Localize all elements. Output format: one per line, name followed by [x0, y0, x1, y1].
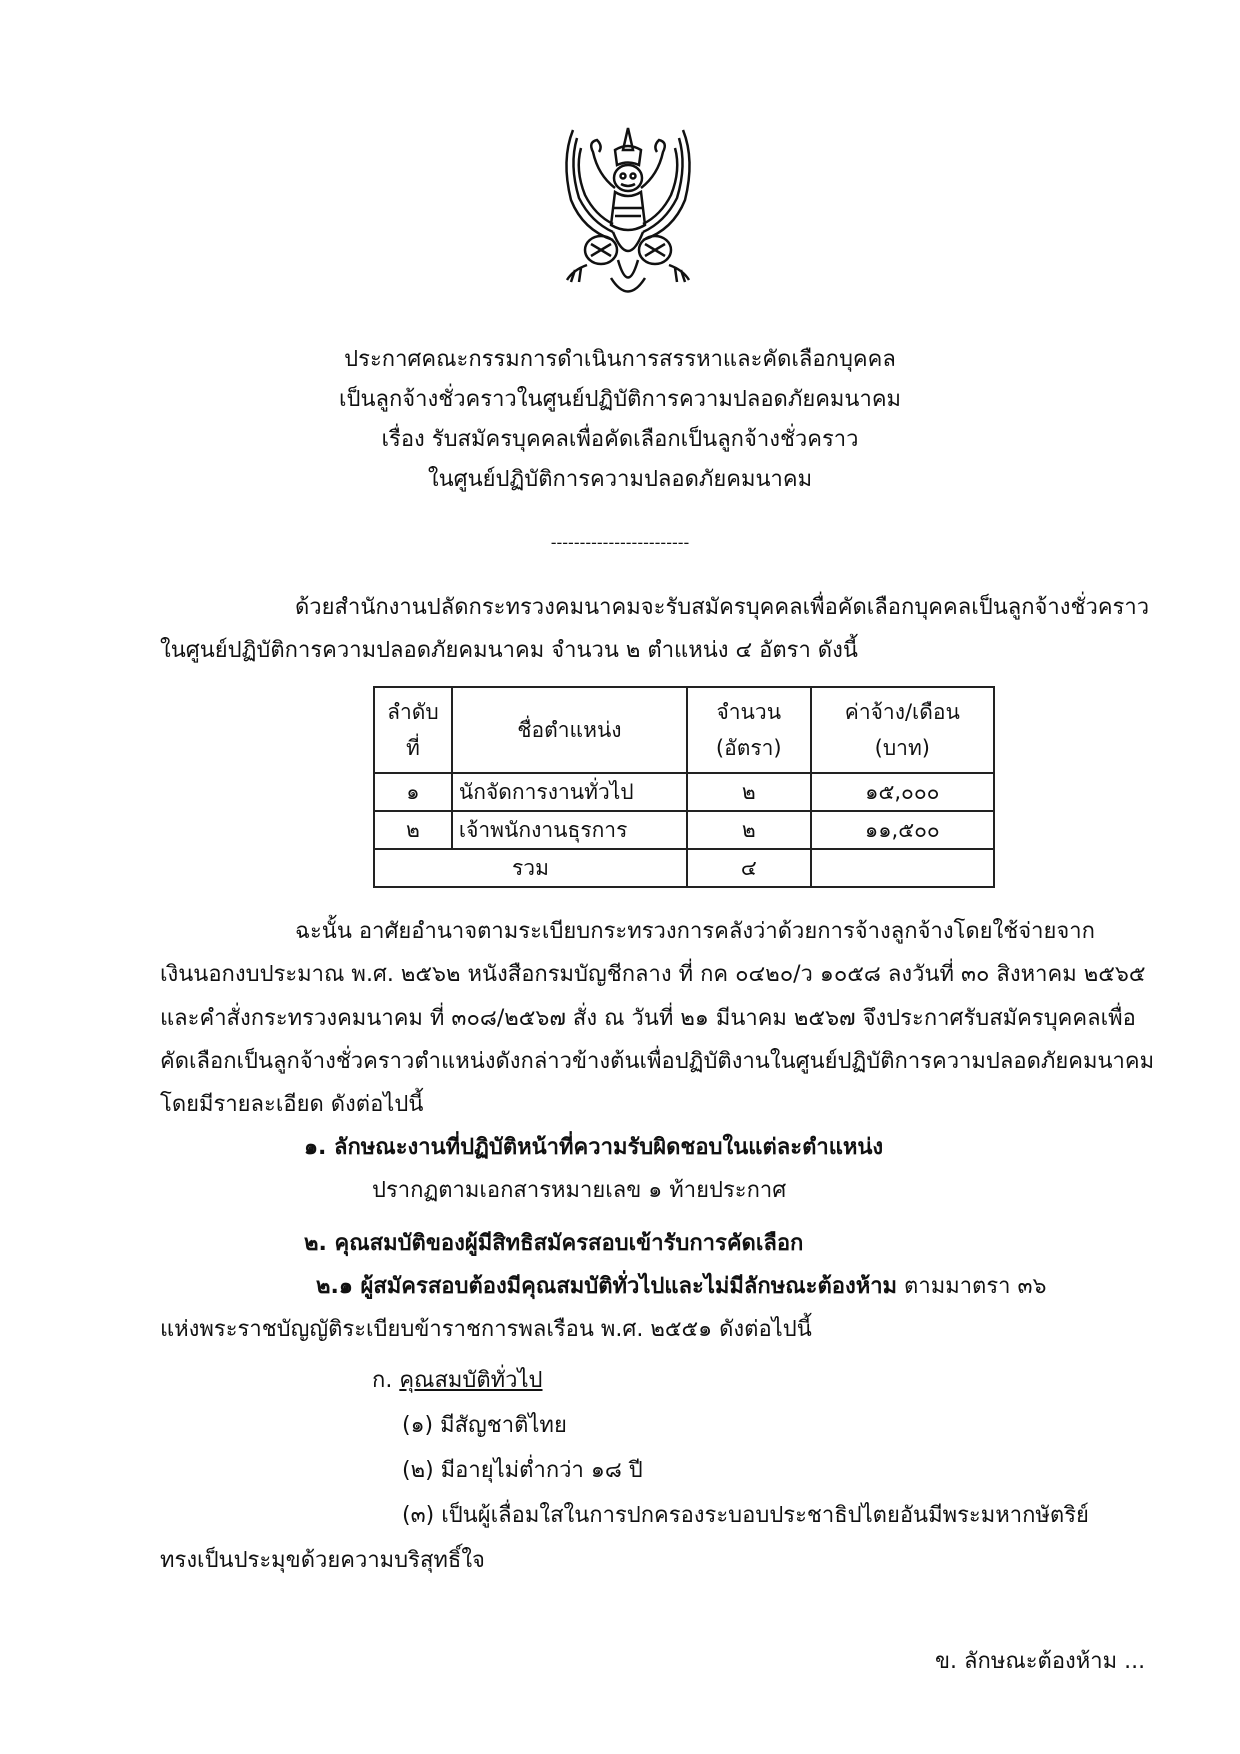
subsection-ka [372, 1366, 543, 1396]
header-wage [811, 687, 994, 773]
header-position: ชื่อตำแหน่ง [452, 687, 687, 773]
authority-line-2: เงินนอกงบประมาณ พ.ศ. ๒๕๖๒ หนังสือกรมบัญชีกลาง ที่ กค ๐๔๒๐/ว ๑๐๕๘ ลงวันที่ ๓๐ สิงหาคม ๒๕๖๕ [160, 962, 1146, 987]
row-count: ๒ [687, 773, 811, 811]
subsection-ka-prefix: ก. [372, 1368, 400, 1393]
section-2-1-line-1 [316, 1272, 1047, 1302]
qualification-item-3-cont: ทรงเป็นประมุขด้วยความบริสุทธิ์ใจ [160, 1548, 485, 1573]
header-wage-l1: ค่าจ้าง/เดือน [844, 700, 960, 724]
table-total-row [374, 849, 994, 887]
authority-line-1: ฉะนั้น อาศัยอำนาจตามระเบียบกระทรวงการคลังว่าด้วยการจ้างลูกจ้างโดยใช้จ่ายจาก [295, 919, 1095, 944]
announcement-subject-line: เรื่อง รับสมัครบุคคลเพื่อคัดเลือกเป็นลูกจ้างชั่วคราว [381, 427, 859, 452]
authority-line-5: โดยมีรายละเอียด ดังต่อไปนี้ [160, 1092, 424, 1117]
total-wage [811, 849, 994, 887]
row-no: ๒ [374, 811, 452, 849]
subsection-ka-title: คุณสมบัติทั่วไป [399, 1368, 543, 1393]
table-header-row [374, 687, 994, 773]
total-count: ๔ [687, 849, 811, 887]
qualification-item-3: (๓) เป็นผู้เลื่อมใสในการปกครองระบอบประชาธิปไตยอันมีพระมหากษัตริย์ [402, 1503, 1089, 1528]
header-count [687, 687, 811, 773]
table-row [374, 811, 994, 849]
header-count-l2: (อัตรา) [715, 736, 782, 760]
row-count: ๒ [687, 811, 811, 849]
section-1-heading: ๑. ลักษณะงานที่ปฏิบัติหน้าที่ความรับผิดชอบในแต่ละตำแหน่ง [304, 1135, 884, 1160]
qualification-item-2: (๒) มีอายุไม่ต่ำกว่า ๑๘ ปี [402, 1458, 643, 1483]
intro-line-2: ในศูนย์ปฏิบัติการความปลอดภัยคมนาคม จำนวน ๒ ตำแหน่ง ๔ อัตรา ดังนี้ [160, 638, 858, 663]
authority-line-4: คัดเลือกเป็นลูกจ้างชั่วคราวตำแหน่งดังกล่าวข้างต้นเพื่อปฏิบัติงานในศูนย์ปฏิบัติการความปลอดภัยคมนาคม [160, 1049, 1155, 1074]
row-position: นักจัดการงานทั่วไป [452, 773, 687, 811]
positions-table [373, 686, 995, 888]
section-1-text: ปรากฏตามเอกสารหมายเลข ๑ ท้ายประกาศ [372, 1178, 787, 1203]
authority-line-3: และคำสั่งกระทรวงคมนาคม ที่ ๓๐๘/๒๕๖๗ สั่ง ณ วันที่ ๒๑ มีนาคม ๒๕๖๗ จึงประกาศรับสมัครบุคคลเพื่อ [160, 1006, 1136, 1031]
header-no: ลำดับที่ [374, 687, 452, 773]
intro-line-1: ด้วยสำนักงานปลัดกระทรวงคมนาคมจะรับสมัครบุคคลเพื่อคัดเลือกบุคคลเป็นลูกจ้างชั่วคราว [295, 595, 1150, 620]
garuda-emblem-icon [553, 120, 703, 310]
row-position: เจ้าพนักงานธุรการ [452, 811, 687, 849]
row-wage: ๑๑,๕๐๐ [811, 811, 994, 849]
continuation-note: ข. ลักษณะต้องห้าม ... [935, 1649, 1146, 1674]
section-2-heading: ๒. คุณสมบัติของผู้มีสิทธิสมัครสอบเข้ารับการคัดเลือก [304, 1231, 804, 1256]
section-2-1-rest: ตามมาตรา ๓๖ [897, 1274, 1047, 1299]
header-wage-l2: (บาท) [874, 736, 930, 760]
announcement-title-line-1: ประกาศคณะกรรมการดำเนินการสรรหาและคัดเลือกบุคคล [344, 347, 896, 372]
announcement-title-line-2: เป็นลูกจ้างชั่วคราวในศูนย์ปฏิบัติการความปลอดภัยคมนาคม [338, 387, 902, 412]
table-row [374, 773, 994, 811]
announcement-subject-line-2: ในศูนย์ปฏิบัติการความปลอดภัยคมนาคม [427, 467, 813, 492]
separator-dashes: ------------------------ [550, 533, 690, 552]
section-2-1-line-2: แห่งพระราชบัญญัติระเบียบข้าราชการพลเรือน พ.ศ. ๒๕๕๑ ดังต่อไปนี้ [160, 1317, 812, 1342]
qualification-item-1: (๑) มีสัญชาติไทย [402, 1413, 567, 1438]
row-wage: ๑๕,๐๐๐ [811, 773, 994, 811]
header-count-l1: จำนวน [716, 700, 782, 724]
total-label: รวม [374, 849, 687, 887]
section-2-1-bold: ๒.๑ ผู้สมัครสอบต้องมีคุณสมบัติทั่วไปและไม่มีลักษณะต้องห้าม [316, 1274, 898, 1299]
row-no: ๑ [374, 773, 452, 811]
